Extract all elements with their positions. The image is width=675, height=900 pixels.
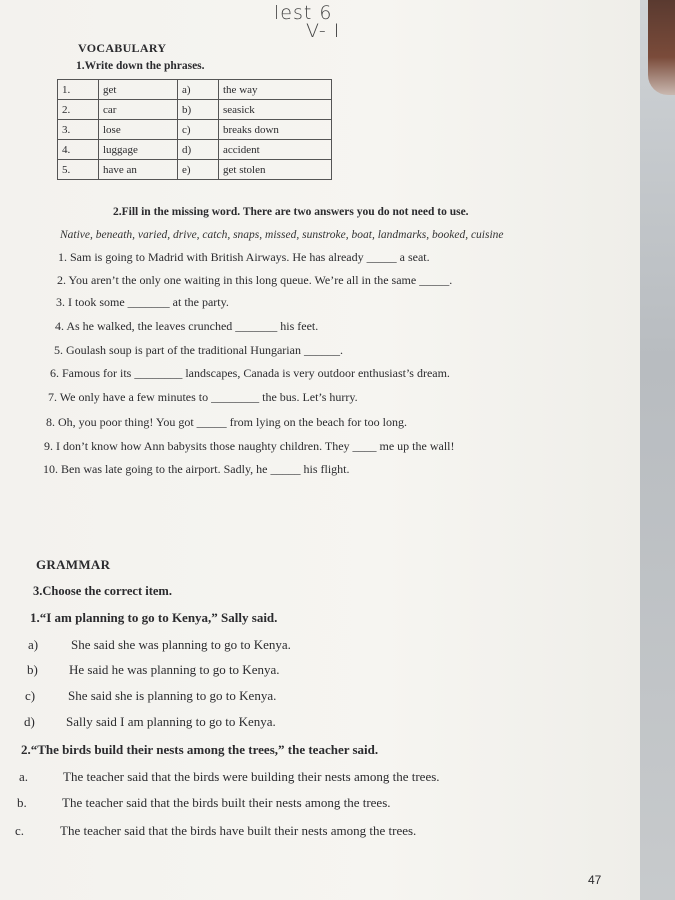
word-cell: get xyxy=(99,80,178,100)
option-text: She said she is planning to go to Kenya. xyxy=(68,688,277,703)
sentence-3: 3. I took some _______ at the party. xyxy=(56,295,229,309)
sentence-10: 10. Ben was late going to the airport. Sadly, he _____ his flight. xyxy=(43,462,350,476)
letter-cell: b) xyxy=(178,100,219,120)
row-number: 1. xyxy=(58,80,99,100)
grammar-heading: GRAMMAR xyxy=(36,557,111,572)
word-cell: luggage xyxy=(99,140,178,160)
phrase-cell: seasick xyxy=(219,100,332,120)
table-row xyxy=(58,140,332,160)
phrase-cell: get stolen xyxy=(219,160,332,180)
table-row xyxy=(58,80,332,100)
task2-title: 2.Fill in the missing word. There are two answers you do not need to use. xyxy=(113,206,469,218)
sentence-8: 8. Oh, you poor thing! You got _____ from lying on the beach for too long. xyxy=(46,415,407,429)
option-text: The teacher said that the birds have built their nests among the trees. xyxy=(60,823,417,838)
option-text: Sally said I am planning to go to Kenya. xyxy=(66,714,276,729)
row-number: 5. xyxy=(58,160,99,180)
sentence-7: 7. We only have a few minutes to ________ the bus. Let’s hurry. xyxy=(48,390,358,404)
option-letter: c. xyxy=(15,823,25,838)
task1-title: 1.Write down the phrases. xyxy=(76,60,205,72)
sentence-5: 5. Goulash soup is part of the traditional Hungarian ______. xyxy=(54,343,343,357)
word-bank: Native, beneath, varied, drive, catch, snaps, missed, sunstroke, boat, landmarks, booked, cuisine xyxy=(60,229,504,241)
option-text: She said she was planning to go to Kenya. xyxy=(71,637,291,652)
option-letter: c) xyxy=(25,688,36,703)
letter-cell: e) xyxy=(178,160,219,180)
option-letter: a. xyxy=(19,769,29,784)
option-text: The teacher said that the birds were building their nests among the trees. xyxy=(63,769,440,784)
page-edge-background xyxy=(640,0,675,900)
option-letter: d) xyxy=(24,714,35,729)
option-letter: a) xyxy=(28,637,39,652)
word-cell: lose xyxy=(99,120,178,140)
row-number: 2. xyxy=(58,100,99,120)
handwritten-variant: V- I xyxy=(306,20,341,42)
question-2: 2.“The birds build their nests among the trees,” the teacher said. xyxy=(21,742,379,757)
page-number: 47 xyxy=(588,873,602,887)
letter-cell: c) xyxy=(178,120,219,140)
phrase-cell: the way xyxy=(219,80,332,100)
word-cell: have an xyxy=(99,160,178,180)
word-cell: car xyxy=(99,100,178,120)
sentence-2: 2. You aren’t the only one waiting in this long queue. We’re all in the same _____. xyxy=(57,273,453,287)
letter-cell: d) xyxy=(178,140,219,160)
row-number: 3. xyxy=(58,120,99,140)
phrase-cell: accident xyxy=(219,140,332,160)
task3-title: 3.Choose the correct item. xyxy=(33,584,172,598)
phrases-table xyxy=(57,79,332,180)
option-text: The teacher said that the birds built their nests among the trees. xyxy=(62,795,391,810)
question-1: 1.“I am planning to go to Kenya,” Sally said. xyxy=(30,610,278,625)
table-row xyxy=(58,120,332,140)
sentence-1: 1. Sam is going to Madrid with British Airways. He has already _____ a seat. xyxy=(58,250,430,264)
handwritten-test-number: lest 6 xyxy=(274,2,333,24)
sentence-6: 6. Famous for its ________ landscapes, Canada is very outdoor enthusiast’s dream. xyxy=(50,366,450,380)
table-row xyxy=(58,160,332,180)
background-object xyxy=(648,0,675,95)
option-text: He said he was planning to go to Kenya. xyxy=(69,662,280,677)
vocabulary-heading: VOCABULARY xyxy=(78,41,167,55)
option-letter: b. xyxy=(17,795,27,810)
row-number: 4. xyxy=(58,140,99,160)
phrase-cell: breaks down xyxy=(219,120,332,140)
sentence-4: 4. As he walked, the leaves crunched _______ his feet. xyxy=(55,319,319,333)
option-letter: b) xyxy=(27,662,38,677)
sentence-9: 9. I don’t know how Ann babysits those naughty children. They ____ me up the wall! xyxy=(44,439,455,453)
letter-cell: a) xyxy=(178,80,219,100)
table-row xyxy=(58,100,332,120)
